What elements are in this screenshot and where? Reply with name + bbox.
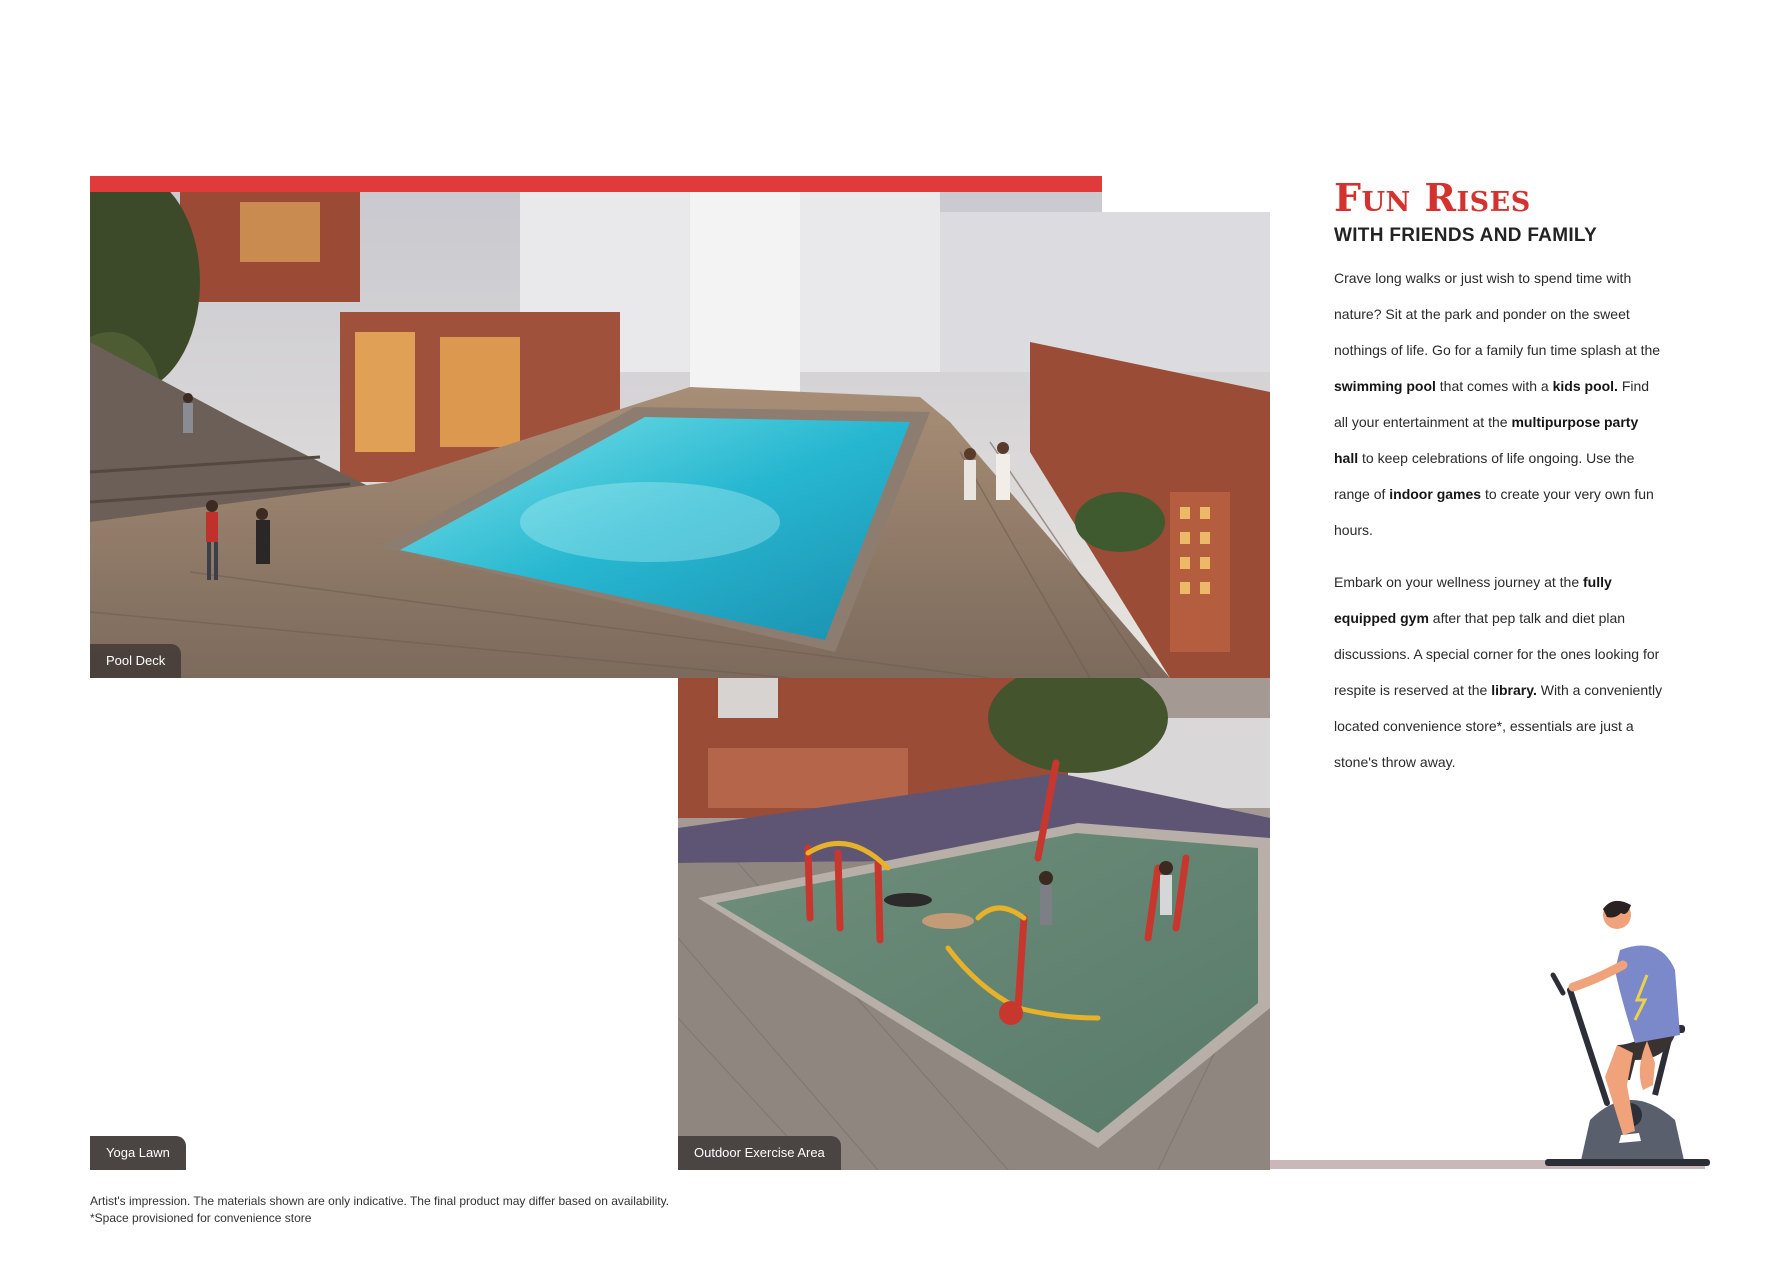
footnote [90,1193,669,1227]
bold-run: library. [1491,682,1537,698]
headline: Fun Rises [1334,175,1531,220]
exercise-area-image [678,678,1270,1170]
bold-run: kids pool. [1552,378,1618,394]
exercise-area-caption: Outdoor Exercise Area [678,1136,841,1170]
disclaimer-text: Artist's impression. The materials shown are only indicative. The final product may differ based on availability. [90,1194,670,1208]
person-on-exercise-bike-icon [1535,895,1715,1170]
text-run: Crave long walks or just wish to spend time with nature? Sit at the park and ponder on the sweet nothings of life. Go for a family fun time splash at the [1334,270,1661,358]
bold-run: indoor games [1389,486,1482,502]
amenities-paragraph [1334,260,1664,548]
yoga-lawn-caption: Yoga Lawn [90,1136,186,1170]
bold-run: multipurpose party hall [1334,414,1639,466]
text-run: that comes with a [1435,378,1553,394]
text-run: Find all your entertainment at the [1334,378,1650,430]
text-run: Embark on your wellness journey at the [1334,574,1584,590]
convenience-store-note: *Space provisioned for convenience store [90,1211,312,1225]
text-run: to create your very own fun hours. [1334,486,1654,538]
bold-run: fully equipped gym [1334,574,1612,626]
text-run: With a conveniently located convenience store*, essentials are just a stone's throw away. [1334,682,1663,770]
text-run: to keep celebrations of life ongoing. Use the range of [1334,450,1635,502]
pool-deck-caption: Pool Deck [90,644,181,678]
pool-deck-image [90,192,1270,678]
red-accent-bar [90,176,1102,192]
wellness-paragraph [1334,564,1664,780]
bold-run: swimming pool [1334,378,1436,394]
text-run: after that pep talk and diet plan discussions. A special corner for the ones looking for respite is reserved at the [1334,610,1660,698]
subheadline: WITH FRIENDS AND FAMILY [1334,225,1598,246]
